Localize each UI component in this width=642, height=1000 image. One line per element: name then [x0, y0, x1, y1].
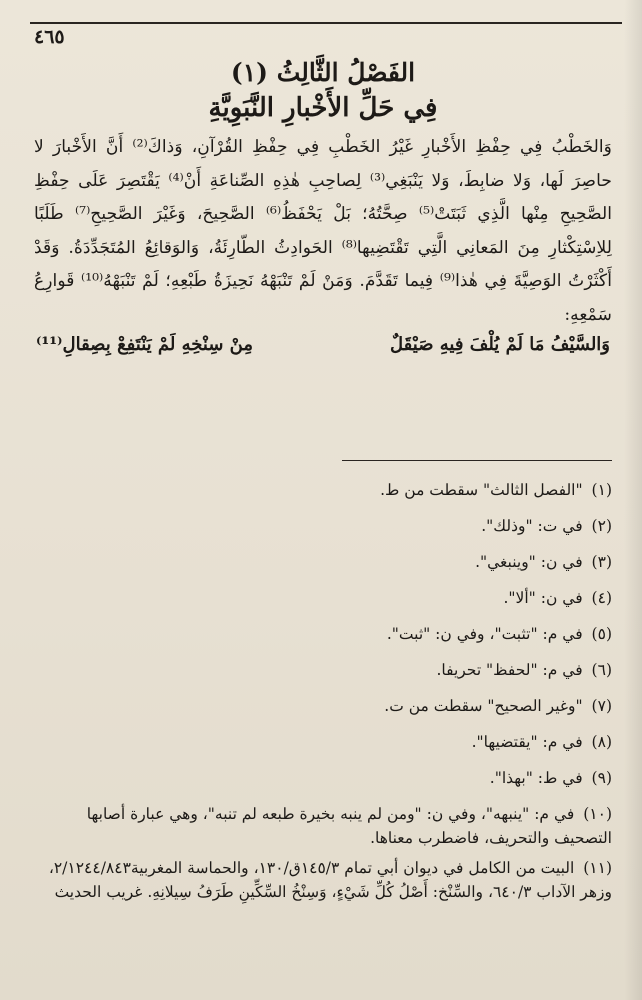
footnote-item	[34, 514, 612, 538]
footnote-number: (٥)	[591, 625, 612, 643]
body-text	[34, 131, 612, 332]
header-rule	[30, 22, 622, 24]
footnote-text: في ن: "ألا".	[503, 589, 583, 607]
footnote-text: في ط: "بهذا".	[489, 769, 583, 787]
footnote-number: (٦)	[591, 661, 612, 679]
poetry-verse	[34, 334, 612, 355]
footnote-number: (١٠)	[583, 805, 612, 823]
footnote-number: (١١)	[583, 859, 612, 877]
footnote-item	[34, 694, 612, 718]
footnote-text: في م: "تثبت"، وفي ن: "ثبت".	[386, 625, 583, 643]
footnote-item	[34, 586, 612, 610]
footnote-item	[34, 766, 612, 790]
footnote-text: في م: "ينبهه"، وفي ن: "ومن لم ينبه بخيرة طبعه لم تنبه"، وهي عبارة أصابها التصحيف والتحريف، فاضطرب معناها.	[86, 805, 612, 847]
footnote-text: في ت: "وذلك".	[481, 517, 583, 535]
footnote-text: "الفصل الثالث" سقطت من ط.	[380, 481, 583, 499]
verse-hemistich-second: مِنْ سِنْخِهِ لَمْ يَنْتَفِعْ بِصِقالِ⁽¹¹⁾	[36, 334, 254, 355]
footnote-number: (٩)	[591, 769, 612, 787]
main-text	[34, 58, 612, 355]
footnote-text: في م: "لحفظ" تحريفا.	[436, 661, 583, 679]
footnote-item	[34, 478, 612, 502]
footnote-text: البيت من الكامل في ديوان أبي تمام ١٤٥/٣ق/١٣٠، والحماسة المغربية٢/١٢٤٤/٨٤٣، وزهر الآداب ٦٤٠/٣، والسِّنْخ: أَصْلُ كُلِّ شَيْءٍ، وَسِنْخُ السِّكِّينِ طَرَفُ سِيلانِهِ. غريب الحديث	[48, 859, 612, 901]
footnote-number: (٤)	[591, 589, 612, 607]
page-number: ٤٦٥	[34, 26, 65, 48]
footnote-item	[34, 856, 612, 904]
body-paragraph: وَالخَطْبُ فِي حِفْظِ الأَخْبارِ غَيْرُ الخَطْبِ فِي حِفْظِ القُرْآنِ، وَذاكَ⁽²⁾ أَنَّ الأَخْبارَ لا حاصِرَ لَها، وَلا ضابِطَ، وَلا يَنْبَغِي⁽³⁾ لِصاحِبِ هٰذِهِ الصِّناعَةِ أَنْ⁽⁴⁾ يَقْتَصِرَ عَلَى حِفْظِ الصَّحِيحِ مِنْها الَّذِي ثَبَتَتْ⁽⁵⁾ صِحَّتُهُ؛ بَلْ يَحْفَظُ⁽⁶⁾ الصَّحِيحَ، وَغَيْرَ الصَّحِيحِ⁽⁷⁾ طَلَبًا لِلاِسْتِكْثارِ مِنَ المَعانِي الَّتِي تَقْتَضِيها⁽⁸⁾ الحَوادِثُ الطّارِئَةُ، وَالوَقائِعُ المُتَجَدِّدَةُ. وَقَدْ أَكْثَرْتُ الوَصِيَّةَ فِي هٰذا⁽⁹⁾ فِيما تَقَدَّمَ. وَمَنْ لَمْ تَنْبَهْهُ نَحِيزَةُ طَبْعِهِ؛ لَمْ تَنْبَهْهُ⁽¹⁰⁾ قَوارِعُ سَمْعِهِ:	[34, 137, 612, 325]
footnote-number: (٣)	[591, 553, 612, 571]
footnote-item	[34, 622, 612, 646]
footnote-number: (١)	[591, 481, 612, 499]
footnotes	[34, 478, 612, 910]
chapter-subtitle: فِي حَلِّ الأَخْبارِ النَّبَوِيَّةِ	[208, 93, 438, 123]
footnote-text: في م: "يقتضيها".	[471, 733, 583, 751]
footnote-text: في ن: "وينبغي".	[475, 553, 583, 571]
footnote-item	[34, 550, 612, 574]
footnote-number: (٧)	[591, 697, 612, 715]
footnote-number: (٢)	[591, 517, 612, 535]
chapter-title: الفَصْلُ الثَّالِثُ (١)	[230, 58, 416, 87]
footnote-item	[34, 730, 612, 754]
footnote-text: "وغير الصحيح" سقطت من ت.	[384, 697, 583, 715]
page-shadow	[624, 0, 642, 1000]
footnote-separator	[342, 460, 612, 461]
footnote-item	[34, 658, 612, 682]
footnote-number: (٨)	[591, 733, 612, 751]
verse-hemistich-first: وَالسَّيْفُ مَا لَمْ يُلْفَ فِيهِ صَيْقَلٌ	[390, 334, 610, 355]
footnote-item	[34, 802, 612, 850]
